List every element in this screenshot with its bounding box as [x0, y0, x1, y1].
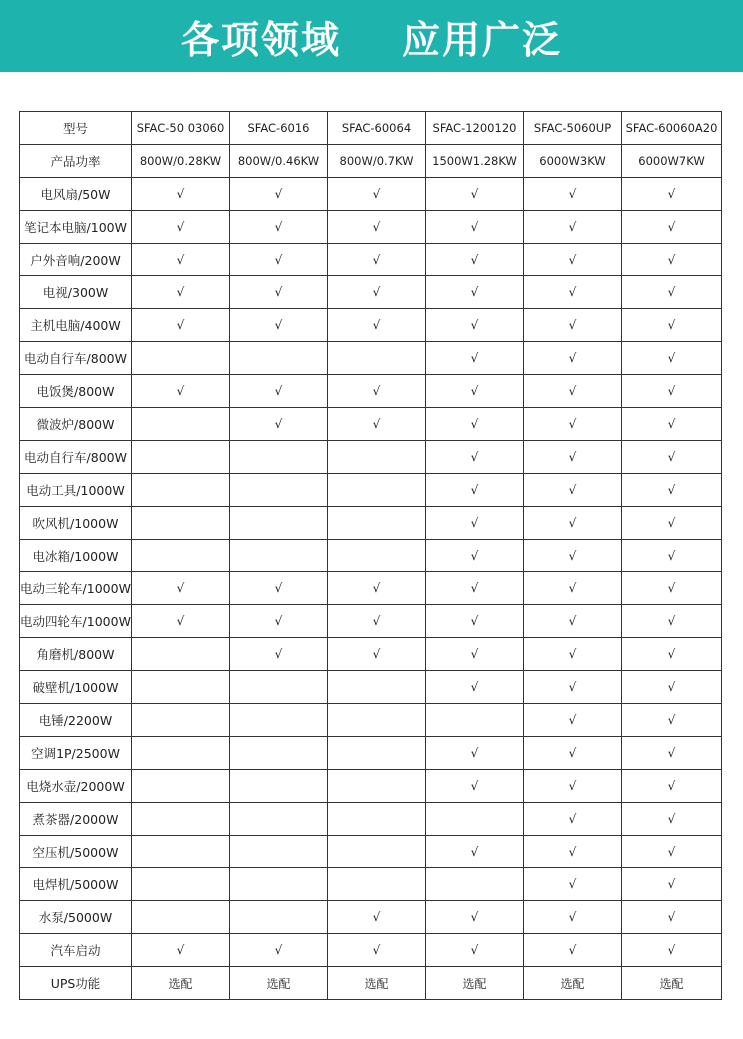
check-mark: √: [524, 901, 622, 934]
empty-cell: [426, 868, 524, 901]
check-mark: √: [622, 473, 722, 506]
check-mark: √: [524, 539, 622, 572]
table-row: [20, 835, 722, 868]
check-mark: √: [622, 375, 722, 408]
check-mark: √: [622, 276, 722, 309]
appliance-label: 电动四轮车/1000W: [20, 605, 132, 638]
empty-cell: [132, 736, 230, 769]
check-mark: √: [328, 408, 426, 441]
empty-cell: [132, 802, 230, 835]
empty-cell: [230, 901, 328, 934]
check-mark: √: [230, 572, 328, 605]
empty-cell: [132, 638, 230, 671]
check-mark: √: [132, 210, 230, 243]
empty-cell: [132, 506, 230, 539]
check-mark: √: [328, 309, 426, 342]
check-mark: √: [524, 671, 622, 704]
check-mark: √: [230, 375, 328, 408]
empty-cell: [328, 835, 426, 868]
option-cell: 选配: [622, 967, 722, 1000]
table-row: [20, 276, 722, 309]
table-row: [20, 704, 722, 737]
table-row: [20, 901, 722, 934]
check-mark: √: [426, 671, 524, 704]
check-mark: √: [622, 769, 722, 802]
check-mark: √: [622, 506, 722, 539]
check-mark: √: [230, 177, 328, 210]
table-row: [20, 408, 722, 441]
appliance-label: 电动自行车/800W: [20, 440, 132, 473]
check-mark: √: [426, 243, 524, 276]
empty-cell: [230, 704, 328, 737]
empty-cell: [132, 473, 230, 506]
table-row: [20, 539, 722, 572]
check-mark: √: [328, 276, 426, 309]
check-mark: √: [426, 408, 524, 441]
power-label: 产品功率: [20, 144, 132, 177]
check-mark: √: [426, 506, 524, 539]
model-power: 6000W7KW: [622, 144, 722, 177]
model-power: 800W/0.46KW: [230, 144, 328, 177]
check-mark: √: [132, 572, 230, 605]
appliance-label: 电视/300W: [20, 276, 132, 309]
appliance-label: 空压机/5000W: [20, 835, 132, 868]
model-name: SFAC-50 03060: [132, 112, 230, 145]
empty-cell: [230, 769, 328, 802]
check-mark: √: [132, 605, 230, 638]
appliance-label: 破壁机/1000W: [20, 671, 132, 704]
model-power: 800W/0.7KW: [328, 144, 426, 177]
check-mark: √: [622, 671, 722, 704]
check-mark: √: [132, 243, 230, 276]
appliance-label: 微波炉/800W: [20, 408, 132, 441]
check-mark: √: [524, 342, 622, 375]
power-row: [20, 144, 722, 177]
check-mark: √: [426, 769, 524, 802]
check-mark: √: [426, 177, 524, 210]
appliance-label: 电锤/2200W: [20, 704, 132, 737]
check-mark: √: [426, 605, 524, 638]
check-mark: √: [622, 342, 722, 375]
check-mark: √: [132, 309, 230, 342]
empty-cell: [328, 704, 426, 737]
check-mark: √: [524, 572, 622, 605]
empty-cell: [132, 539, 230, 572]
check-mark: √: [524, 210, 622, 243]
table-row: [20, 868, 722, 901]
check-mark: √: [622, 736, 722, 769]
check-mark: √: [426, 473, 524, 506]
table-row: [20, 967, 722, 1000]
check-mark: √: [524, 736, 622, 769]
empty-cell: [426, 704, 524, 737]
check-mark: √: [328, 934, 426, 967]
empty-cell: [132, 342, 230, 375]
table-row: [20, 243, 722, 276]
check-mark: √: [230, 934, 328, 967]
empty-cell: [328, 736, 426, 769]
check-mark: √: [622, 210, 722, 243]
check-mark: √: [524, 440, 622, 473]
appliance-label: 电冰箱/1000W: [20, 539, 132, 572]
table-row: [20, 506, 722, 539]
empty-cell: [328, 440, 426, 473]
empty-cell: [230, 440, 328, 473]
check-mark: √: [328, 901, 426, 934]
check-mark: √: [328, 177, 426, 210]
appliance-label: UPS功能: [20, 967, 132, 1000]
table-row: [20, 210, 722, 243]
empty-cell: [230, 473, 328, 506]
check-mark: √: [426, 342, 524, 375]
check-mark: √: [524, 473, 622, 506]
empty-cell: [132, 769, 230, 802]
empty-cell: [328, 473, 426, 506]
check-mark: √: [230, 210, 328, 243]
model-name: SFAC-6016: [230, 112, 328, 145]
check-mark: √: [230, 408, 328, 441]
empty-cell: [230, 736, 328, 769]
empty-cell: [230, 671, 328, 704]
empty-cell: [328, 868, 426, 901]
option-cell: 选配: [426, 967, 524, 1000]
table-row: [20, 440, 722, 473]
check-mark: √: [230, 605, 328, 638]
empty-cell: [328, 769, 426, 802]
check-mark: √: [230, 309, 328, 342]
check-mark: √: [426, 539, 524, 572]
check-mark: √: [622, 309, 722, 342]
table-row: [20, 342, 722, 375]
check-mark: √: [328, 572, 426, 605]
model-power: 800W/0.28KW: [132, 144, 230, 177]
check-mark: √: [622, 802, 722, 835]
empty-cell: [328, 671, 426, 704]
empty-cell: [132, 704, 230, 737]
check-mark: √: [524, 868, 622, 901]
check-mark: √: [622, 934, 722, 967]
appliance-label: 吹风机/1000W: [20, 506, 132, 539]
check-mark: √: [426, 375, 524, 408]
check-mark: √: [524, 408, 622, 441]
check-mark: √: [622, 408, 722, 441]
empty-cell: [230, 539, 328, 572]
empty-cell: [328, 342, 426, 375]
empty-cell: [328, 539, 426, 572]
option-cell: 选配: [328, 967, 426, 1000]
check-mark: √: [328, 375, 426, 408]
check-mark: √: [426, 572, 524, 605]
table-row: [20, 638, 722, 671]
empty-cell: [230, 342, 328, 375]
check-mark: √: [426, 835, 524, 868]
table-row: [20, 802, 722, 835]
empty-cell: [230, 802, 328, 835]
empty-cell: [230, 835, 328, 868]
check-mark: √: [328, 605, 426, 638]
empty-cell: [132, 671, 230, 704]
check-mark: √: [524, 934, 622, 967]
empty-cell: [426, 802, 524, 835]
check-mark: √: [132, 276, 230, 309]
banner-title: 各项领域 应用广泛: [181, 17, 562, 62]
check-mark: √: [622, 177, 722, 210]
check-mark: √: [328, 243, 426, 276]
check-mark: √: [426, 440, 524, 473]
empty-cell: [230, 506, 328, 539]
check-mark: √: [622, 605, 722, 638]
table-row: [20, 736, 722, 769]
appliance-label: 电饭煲/800W: [20, 375, 132, 408]
check-mark: √: [622, 901, 722, 934]
appliance-label: 汽车启动: [20, 934, 132, 967]
check-mark: √: [230, 243, 328, 276]
table-row: [20, 605, 722, 638]
empty-cell: [230, 868, 328, 901]
check-mark: √: [426, 934, 524, 967]
check-mark: √: [524, 802, 622, 835]
check-mark: √: [524, 276, 622, 309]
check-mark: √: [622, 243, 722, 276]
model-header-label: 型号: [20, 112, 132, 145]
check-mark: √: [524, 309, 622, 342]
appliance-label: 角磨机/800W: [20, 638, 132, 671]
check-mark: √: [132, 934, 230, 967]
check-mark: √: [524, 835, 622, 868]
check-mark: √: [524, 605, 622, 638]
model-header-row: [20, 112, 722, 145]
appliance-label: 空调1P/2500W: [20, 736, 132, 769]
option-cell: 选配: [524, 967, 622, 1000]
check-mark: √: [622, 539, 722, 572]
model-name: SFAC-60060A20: [622, 112, 722, 145]
check-mark: √: [524, 704, 622, 737]
appliance-label: 电动自行车/800W: [20, 342, 132, 375]
appliance-label: 电动三轮车/1000W: [20, 572, 132, 605]
table-row: [20, 934, 722, 967]
check-mark: √: [426, 309, 524, 342]
appliance-label: 电焊机/5000W: [20, 868, 132, 901]
table-row: [20, 375, 722, 408]
option-cell: 选配: [132, 967, 230, 1000]
table-row: [20, 177, 722, 210]
check-mark: √: [622, 572, 722, 605]
check-mark: √: [524, 177, 622, 210]
model-name: SFAC-60064: [328, 112, 426, 145]
empty-cell: [132, 440, 230, 473]
appliance-label: 主机电脑/400W: [20, 309, 132, 342]
appliance-label: 水泵/5000W: [20, 901, 132, 934]
title-banner: [0, 0, 743, 72]
table-row: [20, 309, 722, 342]
table-row: [20, 671, 722, 704]
check-mark: √: [328, 210, 426, 243]
model-name: SFAC-1200120: [426, 112, 524, 145]
appliance-label: 笔记本电脑/100W: [20, 210, 132, 243]
check-mark: √: [328, 638, 426, 671]
check-mark: √: [426, 276, 524, 309]
appliance-label: 电烧水壶/2000W: [20, 769, 132, 802]
model-power: 1500W1.28KW: [426, 144, 524, 177]
empty-cell: [132, 408, 230, 441]
check-mark: √: [230, 638, 328, 671]
empty-cell: [132, 868, 230, 901]
check-mark: √: [132, 375, 230, 408]
model-power: 6000W3KW: [524, 144, 622, 177]
check-mark: √: [622, 868, 722, 901]
empty-cell: [132, 901, 230, 934]
empty-cell: [328, 506, 426, 539]
option-cell: 选配: [230, 967, 328, 1000]
check-mark: √: [524, 375, 622, 408]
table-row: [20, 769, 722, 802]
appliance-label: 户外音响/200W: [20, 243, 132, 276]
appliance-label: 电动工具/1000W: [20, 473, 132, 506]
check-mark: √: [426, 901, 524, 934]
compatibility-table: [19, 111, 722, 1000]
check-mark: √: [132, 177, 230, 210]
empty-cell: [328, 802, 426, 835]
check-mark: √: [622, 638, 722, 671]
appliance-label: 煮茶器/2000W: [20, 802, 132, 835]
check-mark: √: [524, 243, 622, 276]
check-mark: √: [230, 276, 328, 309]
check-mark: √: [426, 736, 524, 769]
table-row: [20, 473, 722, 506]
check-mark: √: [524, 769, 622, 802]
model-name: SFAC-5060UP: [524, 112, 622, 145]
check-mark: √: [622, 835, 722, 868]
check-mark: √: [622, 704, 722, 737]
check-mark: √: [426, 210, 524, 243]
check-mark: √: [426, 638, 524, 671]
appliance-label: 电风扇/50W: [20, 177, 132, 210]
check-mark: √: [622, 440, 722, 473]
table-row: [20, 572, 722, 605]
check-mark: √: [524, 506, 622, 539]
empty-cell: [132, 835, 230, 868]
check-mark: √: [524, 638, 622, 671]
